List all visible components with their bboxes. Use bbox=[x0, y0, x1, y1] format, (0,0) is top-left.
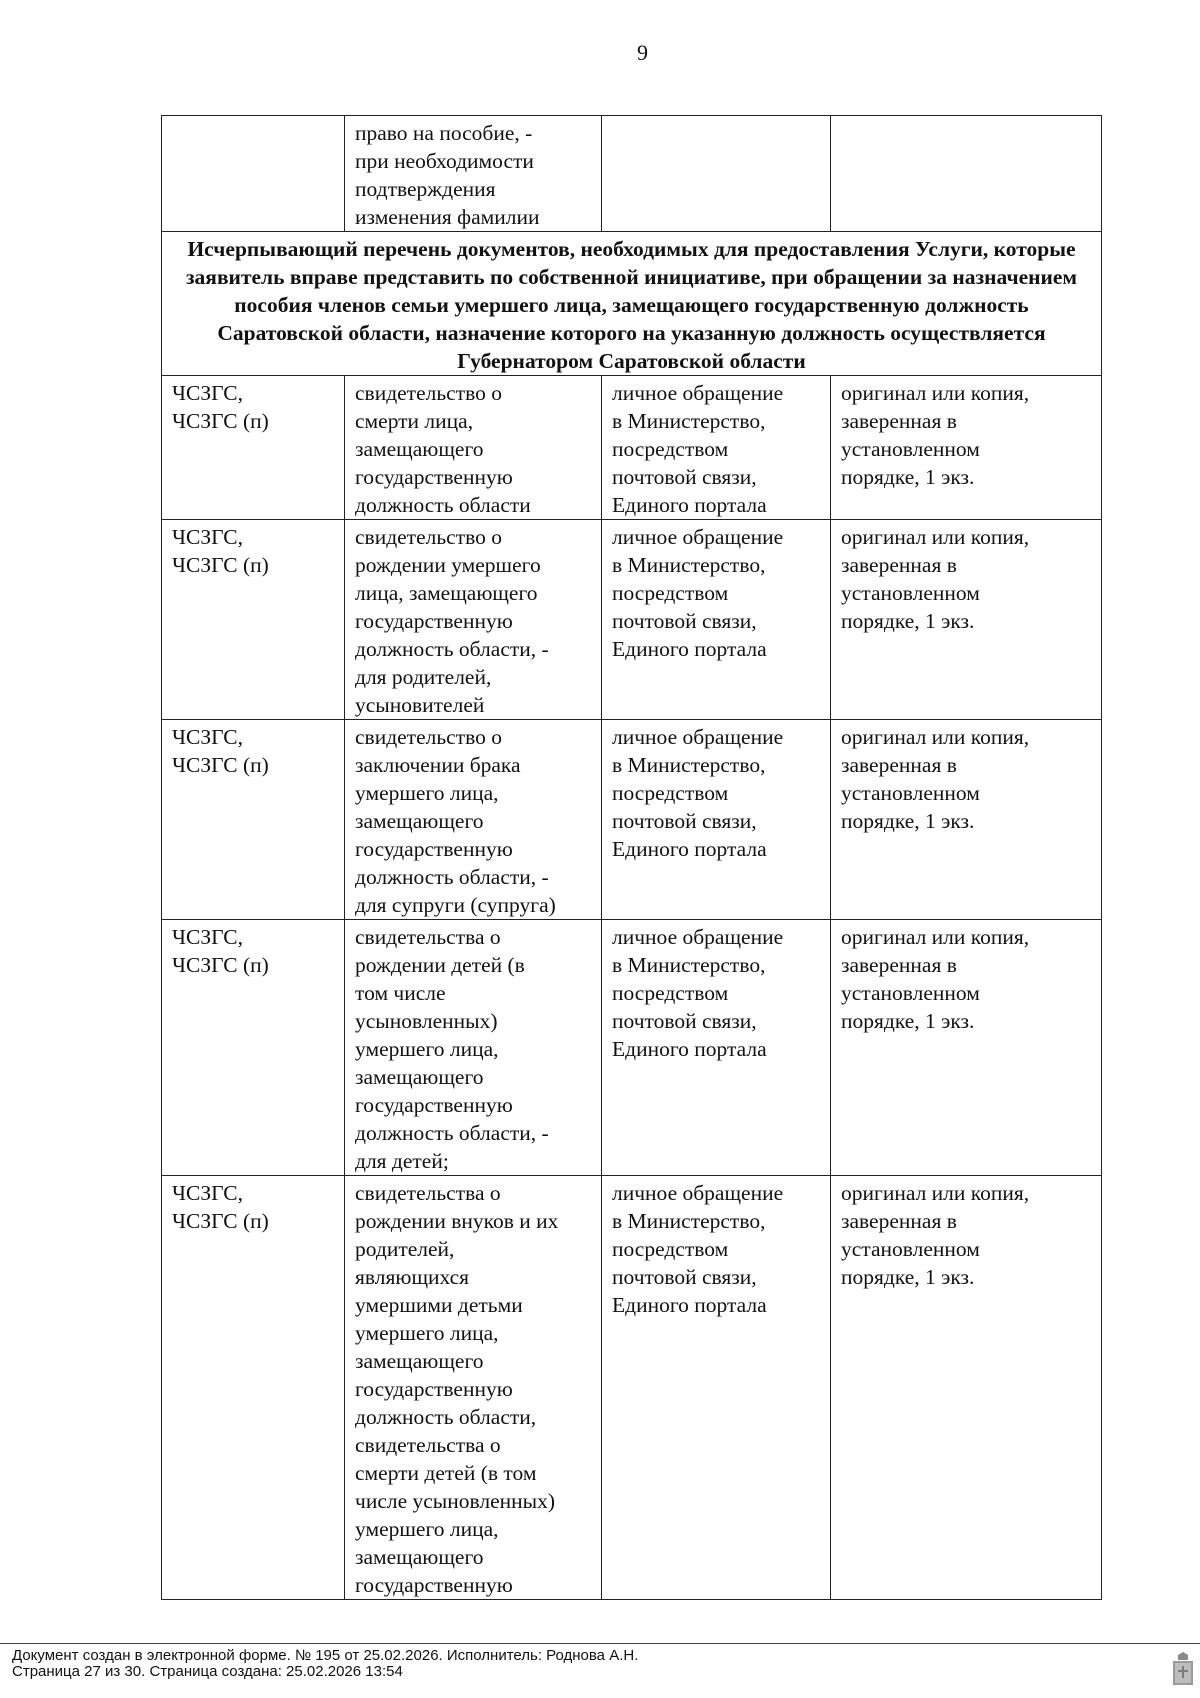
document-name-cell: свидетельства о рождении внуков и их родителей, являющихся умершими детьми умершего лица, замещающего государственную должность области, свидетельства о смерти детей (в том числе усыновленных) умершего лица, замещающего государственную bbox=[345, 1176, 602, 1600]
document-name-cell: свидетельства о рождении детей (в том числе усыновленных) умершего лица, замещающего государственную должность области, - для детей; bbox=[345, 920, 602, 1176]
submission-method-cell: личное обращение в Министерство, посредством почтовой связи, Единого портала bbox=[602, 376, 831, 520]
document-form-cell: оригинал или копия, заверенная в установленном порядке, 1 экз. bbox=[831, 520, 1102, 720]
document-name-cell: свидетельство о заключении брака умершего лица, замещающего государственную должность области, - для супруги (супруга) bbox=[345, 720, 602, 920]
document-name-cell: свидетельство о смерти лица, замещающего государственную должность области bbox=[345, 376, 602, 520]
submission-method-cell: личное обращение в Министерство, посредством почтовой связи, Единого портала bbox=[602, 920, 831, 1176]
section-header-row bbox=[162, 232, 1102, 376]
footer bbox=[12, 1648, 638, 1680]
document-name-cell: свидетельство о рождении умершего лица, замещающего государственную должность области, - для родителей, усыновителей bbox=[345, 520, 602, 720]
document-form-cell: оригинал или копия, заверенная в установленном порядке, 1 экз. bbox=[831, 720, 1102, 920]
recipient-category-cell: ЧСЗГС, ЧСЗГС (п) bbox=[162, 920, 345, 1176]
page-number: 9 bbox=[637, 40, 648, 65]
document-form-cell bbox=[831, 116, 1102, 232]
submission-method-cell: личное обращение в Министерство, посредством почтовой связи, Единого портала bbox=[602, 520, 831, 720]
document-name-cell: право на пособие, - при необходимости подтверждения изменения фамилии bbox=[345, 116, 602, 232]
submission-method-cell bbox=[602, 116, 831, 232]
document-form-cell: оригинал или копия, заверенная в установленном порядке, 1 экз. bbox=[831, 920, 1102, 1176]
table-row bbox=[162, 920, 1102, 1176]
recipient-category-cell: ЧСЗГС, ЧСЗГС (п) bbox=[162, 720, 345, 920]
footer-divider bbox=[0, 1643, 1200, 1644]
document-form-cell: оригинал или копия, заверенная в установленном порядке, 1 экз. bbox=[831, 1176, 1102, 1600]
submission-method-cell: личное обращение в Министерство, посредством почтовой связи, Единого портала bbox=[602, 1176, 831, 1600]
table-row bbox=[162, 376, 1102, 520]
documents-table bbox=[161, 115, 1102, 1600]
recipient-category-cell: ЧСЗГС, ЧСЗГС (п) bbox=[162, 520, 345, 720]
section-title: Исчерпывающий перечень документов, необходимых для предоставления Услуги, которые заявитель вправе представить по собственной инициативе, при обращении за назначением пособия членов семьи умершего лица, замещающего государственную должность Саратовской области, назначение которого на указанную должность осуществляется Губернатором Саратовской области bbox=[162, 232, 1102, 376]
coat-of-arms-icon bbox=[1172, 1652, 1194, 1686]
table-row bbox=[162, 1176, 1102, 1600]
table-row bbox=[162, 520, 1102, 720]
table-row bbox=[162, 720, 1102, 920]
footer-line-1: Документ создан в электронной форме. № 195 от 25.02.2026. Исполнитель: Роднова А.Н. bbox=[12, 1647, 639, 1664]
document-form-cell: оригинал или копия, заверенная в установленном порядке, 1 экз. bbox=[831, 376, 1102, 520]
recipient-category-cell: ЧСЗГС, ЧСЗГС (п) bbox=[162, 1176, 345, 1600]
submission-method-cell: личное обращение в Министерство, посредством почтовой связи, Единого портала bbox=[602, 720, 831, 920]
table-row bbox=[162, 116, 1102, 232]
recipient-category-cell bbox=[162, 116, 345, 232]
recipient-category-cell: ЧСЗГС, ЧСЗГС (п) bbox=[162, 376, 345, 520]
footer-line-2: Страница 27 из 30. Страница создана: 25.02.2026 13:54 bbox=[12, 1663, 403, 1680]
